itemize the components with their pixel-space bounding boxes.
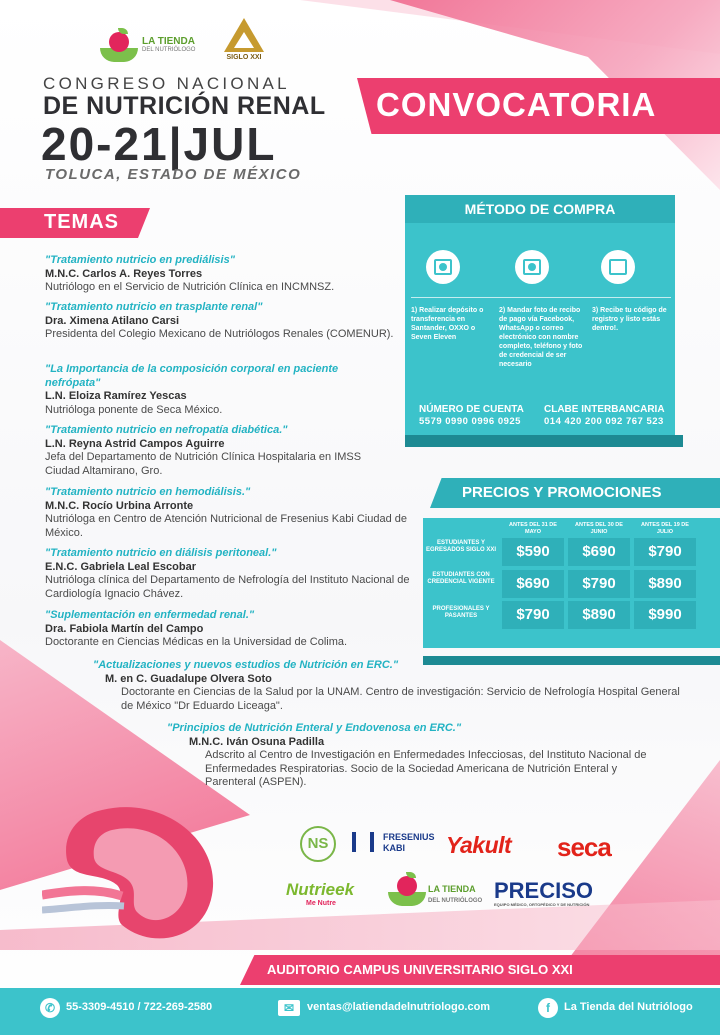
fresenius-logo (383, 832, 435, 854)
price-column-header: ANTES DEL 19 DE JULIO (641, 522, 689, 535)
kabi-text: KABI (383, 843, 405, 853)
step-2-text: 2) Mandar foto de recibo de pago vía Facebook, WhatsApp o correo electrónico con nombre completo, teléfono y foto de credencial de ser necesario (499, 307, 583, 368)
building-icon (224, 18, 264, 52)
talk-desc: Doctorante en Ciencias de la Salud por la UNAM. Centro de investigación: Servicio de Nefrología Hospital General de México "Dr Eduardo Liceaga". (121, 686, 680, 712)
price-bar (423, 656, 720, 665)
price-cell: $990 (634, 601, 696, 629)
talk-title: "Tratamiento nutricio en hemodiálisis." (45, 486, 251, 498)
preciso-logo: PRECISO (494, 878, 594, 903)
facebook-icon: f (538, 998, 558, 1018)
nutrieek-logo: Nutrieek (286, 880, 355, 899)
clabe-label: CLABE INTERBANCARIA (544, 404, 665, 415)
talk-speaker: M.N.C. Iván Osuna Padilla (189, 735, 325, 748)
talk-desc: Nutrióloga en Centro de Atención Nutricional de Fresenius Kabi Ciudad de México. (45, 513, 407, 539)
price-cell: $590 (502, 538, 564, 566)
talk-title: "Tratamiento nutricio en diálisis peritoneal." (45, 547, 277, 559)
metodo-heading: MÉTODO DE COMPRA (405, 195, 675, 223)
tienda-sponsor-sub: DEL NUTRIÓLOGO (428, 898, 483, 904)
cuenta-value: 5579 0990 0996 0925 (419, 416, 521, 427)
yakult-logo: Yakult (446, 832, 512, 858)
siglo-xxi-logo (223, 18, 265, 70)
talk-desc: Nutrióloga ponente de Seca México. (45, 403, 223, 416)
price-cell: $890 (634, 570, 696, 598)
price-column-header: ANTES DEL 31 DE MAYO (509, 522, 557, 535)
phone-text: 55-3309-4510 / 722-269-2580 (66, 1001, 213, 1013)
congreso-label: CONGRESO NACIONAL (43, 74, 290, 93)
talk-speaker: M. en C. Guadalupe Olvera Soto (105, 672, 272, 685)
ns-logo-icon: NS (300, 826, 336, 862)
talk-desc: Nutrióloga clínica del Departamento de Nefrología del Instituto Nacional de Cardiología Ignacio Chávez. (45, 574, 410, 600)
tienda-sponsor-logo (388, 872, 426, 906)
kidney-illustration (42, 800, 232, 950)
document-icon (601, 250, 635, 284)
tienda-sponsor-name: LA TIENDA (428, 884, 476, 894)
talk-speaker: L.N. Reyna Astrid Campos Aguirre (45, 437, 225, 450)
siglo-logo-text: SIGLO XXI (226, 54, 262, 61)
fresenius-logo-icon (352, 832, 374, 852)
auditorio-text: AUDITORIO CAMPUS UNIVERSITARIO SIGLO XXI (267, 962, 573, 977)
talk-title: "Actualizaciones y nuevos estudios de Nutrición en ERC." (93, 659, 399, 671)
talk-item (45, 301, 395, 342)
talk-speaker: M.N.C. Carlos A. Reyes Torres (45, 267, 203, 280)
tienda-logo (100, 28, 195, 62)
talk-item (93, 659, 683, 713)
event-dates: 20-21|JUL (41, 118, 277, 170)
convocatoria-title: CONVOCATORIA (376, 86, 657, 123)
cuenta-label: NÚMERO DE CUENTA (419, 404, 524, 415)
price-cell: $790 (634, 538, 696, 566)
price-column-header: ANTES DEL 30 DE JUNIO (575, 522, 623, 535)
price-row-label: ESTUDIANTES CON CREDENCIAL VIGENTE (427, 572, 495, 585)
price-row-label: PROFESIONALES Y PASANTES (432, 606, 490, 619)
talk-item (45, 609, 415, 650)
talk-desc: Nutriólogo en el Servicio de Nutrición Clínica en INCMNSZ. (45, 281, 335, 293)
talk-item (45, 363, 385, 417)
price-cell: $790 (568, 570, 630, 598)
divider (411, 297, 671, 298)
talk-desc: Presidenta del Colegio Mexicano de Nutriólogos Renales (COMENUR). (45, 328, 394, 340)
event-place: TOLUCA, ESTADO DE MÉXICO (45, 166, 302, 183)
talk-title: "La Importancia de la composición corporal en paciente nefrópata" (45, 363, 339, 389)
nutrieek-sub: Me Nutre (306, 900, 336, 907)
talk-title: "Tratamiento nutricio en trasplante renal" (45, 301, 263, 313)
email-icon: ✉ (278, 1000, 300, 1016)
tienda-logo-text: LA TIENDA (142, 35, 195, 47)
email-text: ventas@latiendadelnutriologo.com (307, 1001, 491, 1013)
whatsapp-icon: ✆ (40, 998, 60, 1018)
apple-bowl-icon (388, 872, 426, 906)
talk-speaker: L.N. Eloiza Ramírez Yescas (45, 390, 187, 402)
talk-title: "Tratamiento nutricio en prediálisis" (45, 254, 235, 266)
talk-desc: Doctorante en Ciencias Médicas en la Universidad de Colima. (45, 636, 348, 648)
talk-item (45, 424, 395, 478)
talk-speaker: Dra. Ximena Atilano Carsi (45, 314, 180, 327)
fresenius-text: FRESENIUS (383, 832, 435, 842)
talk-item (45, 547, 410, 601)
tienda-logo-sub: DEL NUTRIÓLOGO (142, 47, 196, 54)
talk-item (45, 486, 410, 540)
tienda-sponsor-text (428, 884, 482, 906)
talk-item (167, 722, 667, 790)
talk-item (45, 254, 395, 295)
talk-desc: Jefa del Departamento de Nutrición Clínica Hospitalaria en IMSS Ciudad Altamirano, Gro. (45, 451, 362, 477)
seca-logo: seca (557, 832, 611, 862)
preciso-sub: EQUIPO MÉDICO, ORTOPÉDICO Y DE NUTRICIÓN (494, 902, 590, 907)
price-cell: $690 (568, 538, 630, 566)
price-cell: $790 (502, 601, 564, 629)
step-3-text: 3) Recibe tu código de registro y listo estás dentro!. (592, 307, 667, 332)
talk-desc: Adscrito al Centro de Investigación en Enfermedades Infecciosas, del Instituto Nacional de Enfermedades Respiratorias. Socio de la Sociedad Americana de Nutrición Enteral y Parenteral (ASPEN). (205, 749, 647, 788)
talk-title: "Tratamiento nutricio en nefropatía diabética." (45, 424, 288, 436)
clabe-value: 014 420 200 092 767 523 (544, 416, 664, 427)
talk-title: "Suplementación en enfermedad renal." (45, 609, 255, 621)
talk-speaker: M.N.C. Rocío Urbina Arronte (45, 499, 194, 512)
event-title: DE NUTRICIÓN RENAL (43, 92, 326, 120)
price-cell: $890 (568, 601, 630, 629)
price-row-label: ESTUDIANTES Y EGRESADOS SIGLO XXI (425, 540, 496, 553)
talk-speaker: Dra. Fabiola Martín del Campo (45, 622, 204, 635)
step-1-text: 1) Realizar depósito o transferencia en Santander, OXXO o Seven Eleven (411, 307, 484, 341)
camera-icon (515, 250, 549, 284)
facebook-text: La Tienda del Nutriólogo (564, 1001, 693, 1013)
precios-heading: PRECIOS Y PROMOCIONES (462, 484, 662, 501)
temas-heading: TEMAS (44, 211, 119, 233)
money-icon (426, 250, 460, 284)
price-cell: $690 (502, 570, 564, 598)
talk-title: "Principios de Nutrición Enteral y Endovenosa en ERC." (167, 722, 462, 734)
apple-bowl-icon (100, 28, 138, 62)
metodo-bar (405, 435, 683, 447)
talk-speaker: E.N.C. Gabriela Leal Escobar (45, 560, 197, 573)
